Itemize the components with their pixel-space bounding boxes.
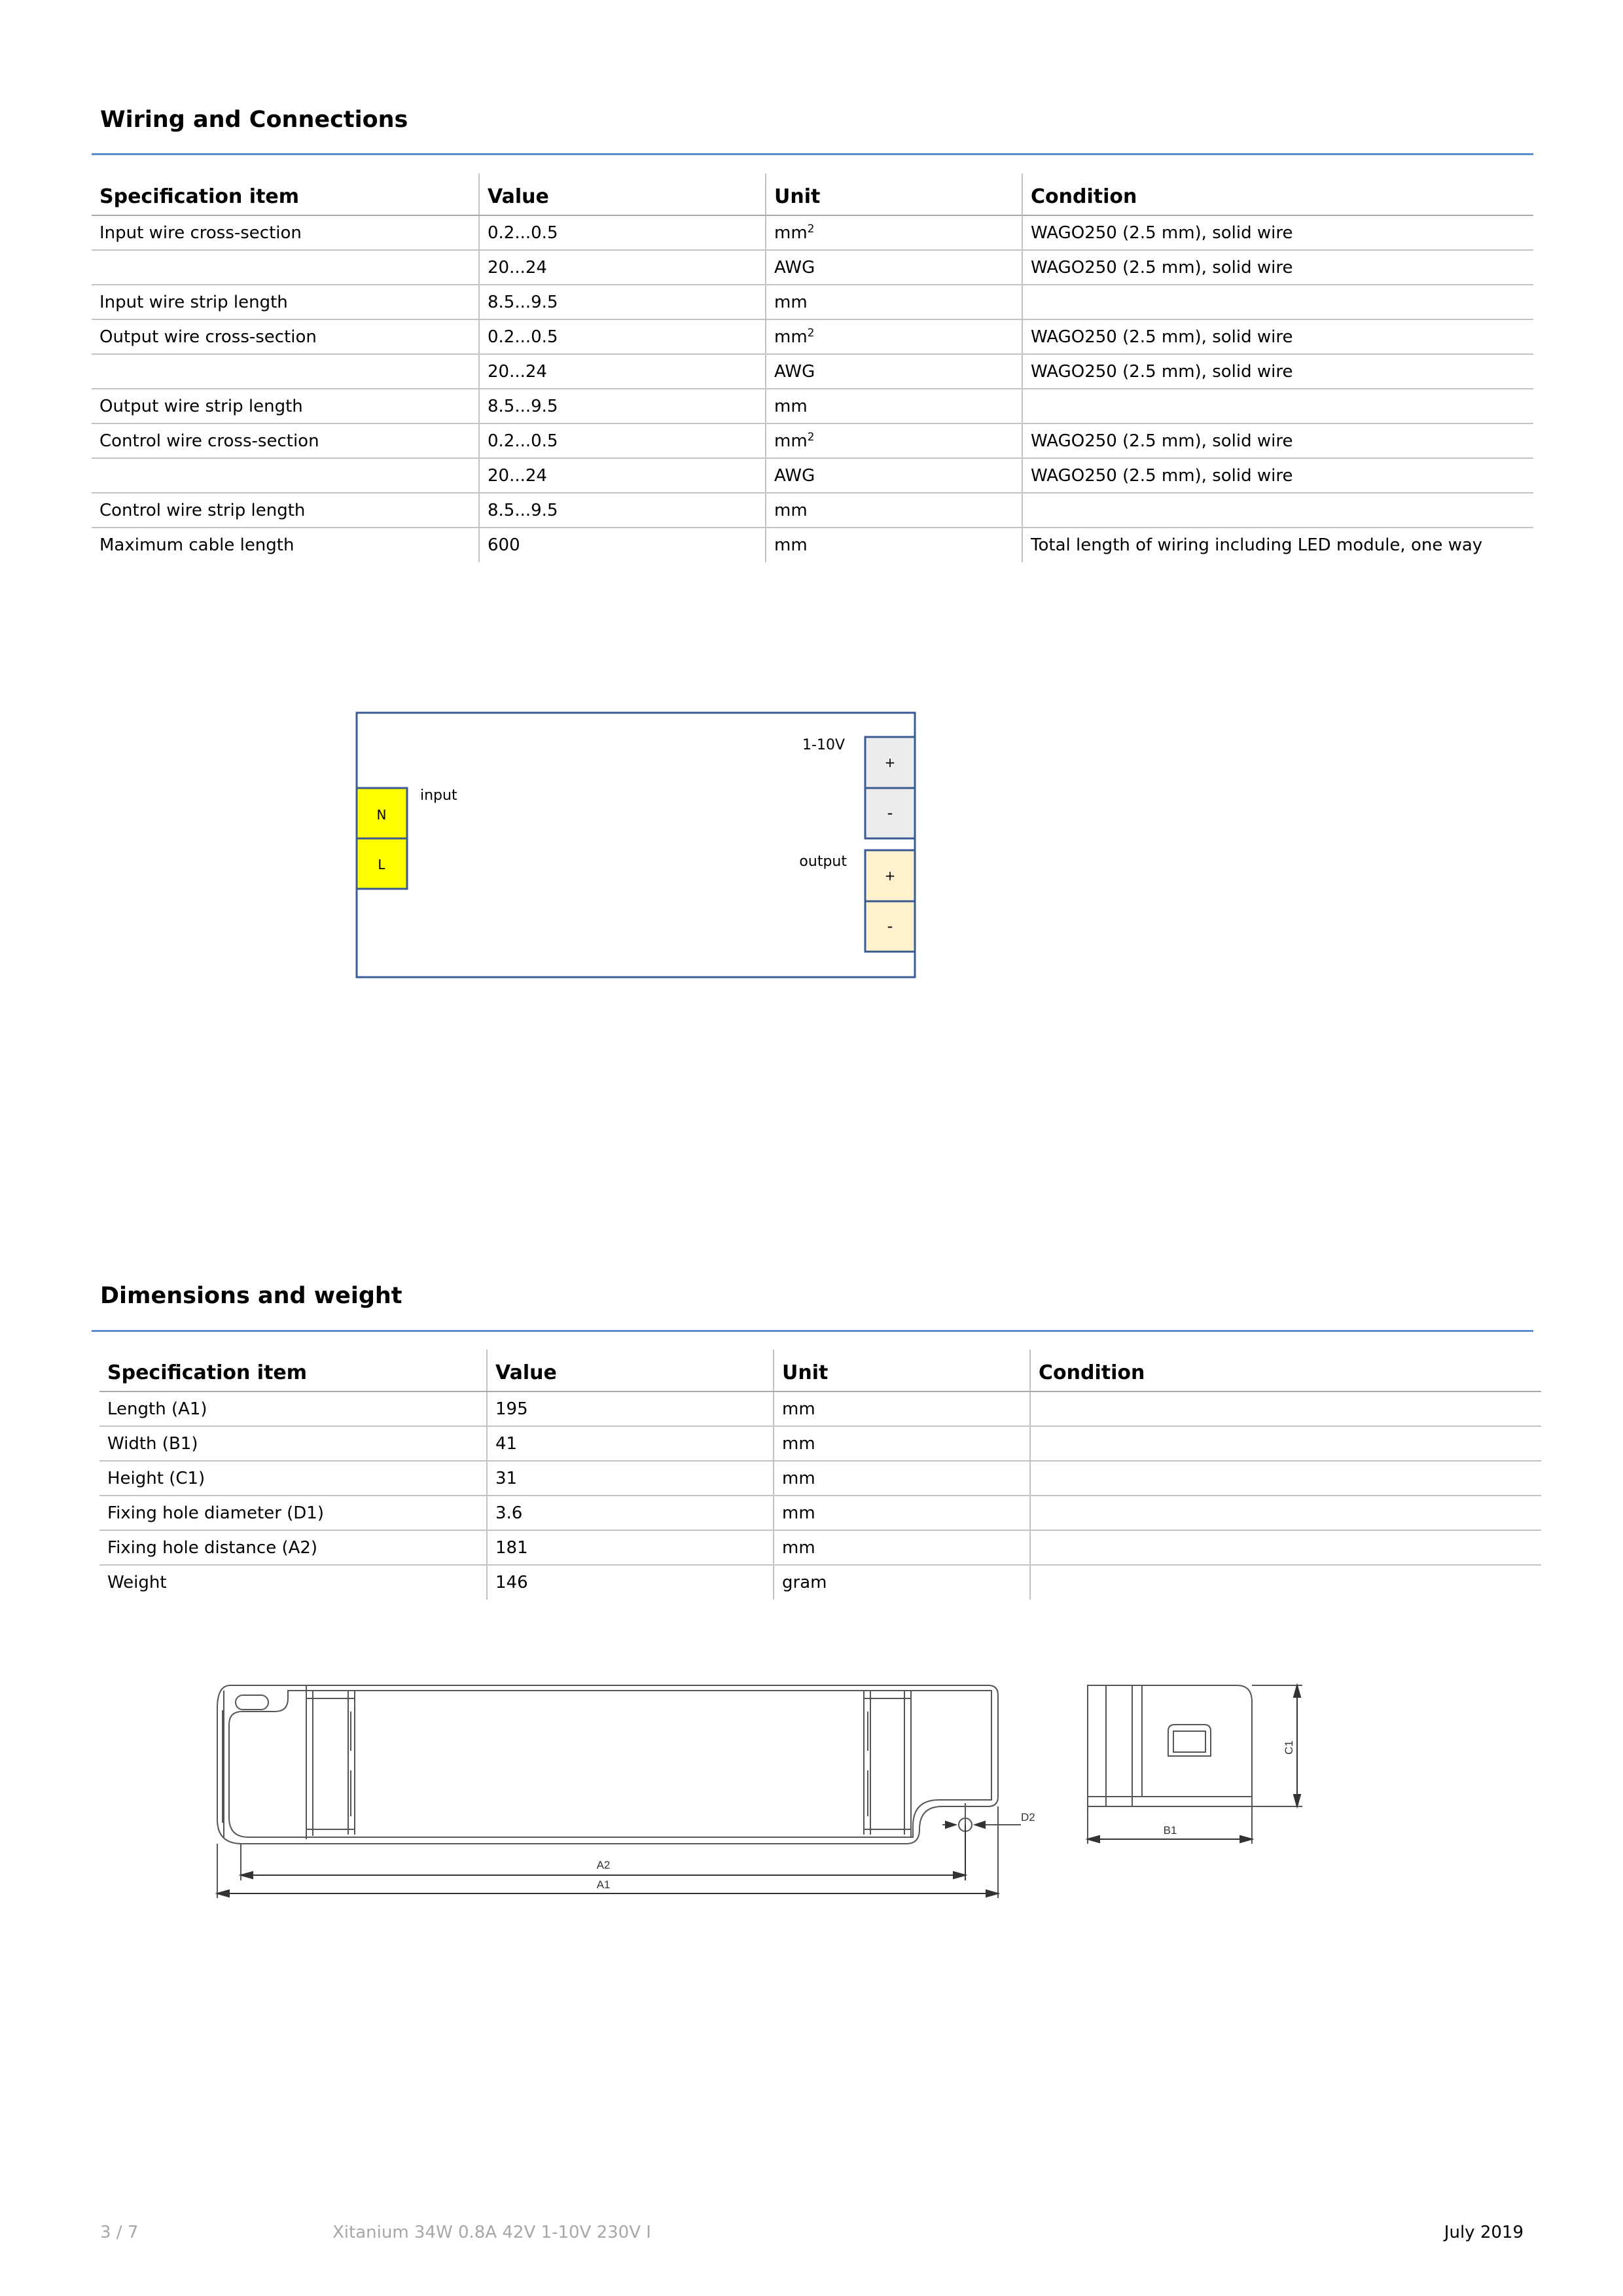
cell-unit: mm (766, 389, 1022, 423)
cell-value: 20...24 (479, 250, 766, 285)
dimensions-section-title: Dimensions and weight (100, 1283, 402, 1309)
cell-value: 181 (487, 1530, 774, 1565)
cell-value: 146 (487, 1565, 774, 1600)
table-row (99, 1565, 1541, 1600)
product-name: Xitanium 34W 0.8A 42V 1-10V 230V I (332, 2223, 651, 2242)
cell-value: 8.5...9.5 (479, 389, 766, 423)
cell-unit: $mm^2$ (766, 423, 1022, 458)
cell-value: 41 (487, 1426, 774, 1461)
cell-unit: AWG (766, 458, 1022, 493)
table-row (99, 1391, 1541, 1426)
b1-label: B1 (1163, 1824, 1177, 1837)
cell-spec-item: Height (C1) (99, 1461, 487, 1496)
header-unit: Unit (766, 173, 1022, 215)
cell-spec-item: Output wire strip length (92, 389, 479, 423)
cell-spec-item: Length (A1) (99, 1391, 487, 1426)
cell-value: 8.5...9.5 (479, 285, 766, 319)
cell-spec-item (92, 250, 479, 285)
table-row (99, 1496, 1541, 1530)
cell-unit: $mm^2$ (766, 215, 1022, 250)
cell-unit: mm (774, 1391, 1030, 1426)
header-unit: Unit (774, 1350, 1030, 1391)
mounting-slot (236, 1695, 268, 1710)
input-label: input (420, 787, 457, 804)
a1-label: A1 (596, 1878, 611, 1891)
table-row (92, 389, 1533, 423)
cell-spec-item: Control wire cross-section (92, 423, 479, 458)
cell-value: 195 (487, 1391, 774, 1426)
terminal-output-minus-label: - (887, 917, 893, 935)
header-value: Value (479, 173, 766, 215)
terminal-n-label: N (376, 807, 387, 823)
output-label: output (799, 853, 847, 870)
cell-spec-item (92, 458, 479, 493)
dimension-drawing (203, 1672, 1329, 1924)
cell-condition: WAGO250 (2.5 mm), solid wire (1022, 458, 1533, 493)
c1-label: C1 (1283, 1740, 1295, 1755)
wiring-spec-table (92, 173, 1533, 562)
cell-condition (1030, 1496, 1541, 1530)
header-condition: Condition (1022, 173, 1533, 215)
cell-value: 0.2...0.5 (479, 423, 766, 458)
terminal-control-plus-label: + (884, 755, 896, 770)
cell-unit: mm (774, 1496, 1030, 1530)
cell-condition (1030, 1461, 1541, 1496)
cell-unit: mm (774, 1461, 1030, 1496)
cell-spec-item (92, 354, 479, 389)
cell-condition (1030, 1530, 1541, 1565)
cell-value: 8.5...9.5 (479, 493, 766, 528)
table-row (92, 493, 1533, 528)
table-header-row (99, 1350, 1541, 1391)
cell-unit: mm (774, 1530, 1030, 1565)
terminal-l-label: L (378, 857, 385, 872)
cell-spec-item: Fixing hole diameter (D1) (99, 1496, 487, 1530)
cell-condition (1030, 1426, 1541, 1461)
cell-value: 31 (487, 1461, 774, 1496)
header-spec-item: Specification item (92, 173, 479, 215)
cell-condition: WAGO250 (2.5 mm), solid wire (1022, 250, 1533, 285)
cell-spec-item: Weight (107, 1573, 167, 1592)
a2-label: A2 (596, 1859, 611, 1871)
cell-spec-item: Input wire cross-section (92, 215, 479, 250)
cell-unit: gram (774, 1565, 1030, 1600)
d2-label: D2 (1021, 1811, 1035, 1823)
table-row (99, 1530, 1541, 1565)
cell-spec-item: Control wire strip length (92, 493, 479, 528)
cell-condition: WAGO250 (2.5 mm), solid wire (1022, 319, 1533, 354)
cell-unit: mm (774, 1426, 1030, 1461)
table-row (92, 215, 1533, 250)
cell-condition (1030, 1391, 1541, 1426)
dimensions-title-rule (92, 1330, 1533, 1332)
table-header-row (92, 173, 1533, 215)
document-date: July 2019 (1444, 2223, 1524, 2242)
cell-unit: $mm^2$ (766, 319, 1022, 354)
wiring-section-title: Wiring and Connections (100, 107, 408, 133)
table-row (92, 528, 1533, 562)
housing-side-view (1088, 1685, 1252, 1806)
cell-condition (1030, 1565, 1541, 1600)
page-number: 3 / 7 (100, 2223, 139, 2242)
terminal-control-minus-label: - (887, 804, 893, 822)
cell-spec-item: Maximum cable length (99, 535, 294, 555)
cell-spec-item: Input wire strip length (92, 285, 479, 319)
cell-value: 3.6 (487, 1496, 774, 1530)
table-row (92, 319, 1533, 354)
cell-value: 600 (479, 528, 766, 562)
table-row (92, 423, 1533, 458)
terminal-output-plus-label: + (884, 868, 896, 884)
table-row (92, 285, 1533, 319)
cell-condition (1022, 285, 1533, 319)
cell-unit: AWG (766, 354, 1022, 389)
header-value: Value (487, 1350, 774, 1391)
cell-value: 0.2...0.5 (479, 319, 766, 354)
table-row (99, 1461, 1541, 1496)
cell-condition: WAGO250 (2.5 mm), solid wire (1022, 215, 1533, 250)
cell-value: 20...24 (479, 458, 766, 493)
cell-unit: mm (766, 528, 1022, 562)
cell-spec-item: Width (B1) (99, 1426, 487, 1461)
housing-top-view (217, 1685, 998, 1844)
header-spec-item: Specification item (99, 1350, 487, 1391)
cell-condition (1022, 493, 1533, 528)
cell-condition: WAGO250 (2.5 mm), solid wire (1022, 354, 1533, 389)
control-label: 1-10V (802, 737, 845, 753)
table-row (92, 250, 1533, 285)
cell-spec-item: Output wire cross-section (92, 319, 479, 354)
table-row (99, 1426, 1541, 1461)
cell-value: 20...24 (479, 354, 766, 389)
table-row (92, 354, 1533, 389)
wiring-diagram (353, 710, 923, 988)
cell-unit: mm (766, 493, 1022, 528)
header-condition: Condition (1030, 1350, 1541, 1391)
inner-outline (229, 1691, 991, 1837)
table-row (92, 458, 1533, 493)
cell-spec-item: Fixing hole distance (A2) (99, 1530, 487, 1565)
cell-condition: Total length of wiring including LED module, one way (1022, 528, 1533, 562)
cell-unit: AWG (766, 250, 1022, 285)
cell-unit: mm (766, 285, 1022, 319)
cell-value: 0.2...0.5 (479, 215, 766, 250)
cell-condition (1022, 389, 1533, 423)
cell-condition: WAGO250 (2.5 mm), solid wire (1022, 423, 1533, 458)
wiring-title-rule (92, 153, 1533, 155)
dimensions-spec-table (99, 1350, 1541, 1600)
